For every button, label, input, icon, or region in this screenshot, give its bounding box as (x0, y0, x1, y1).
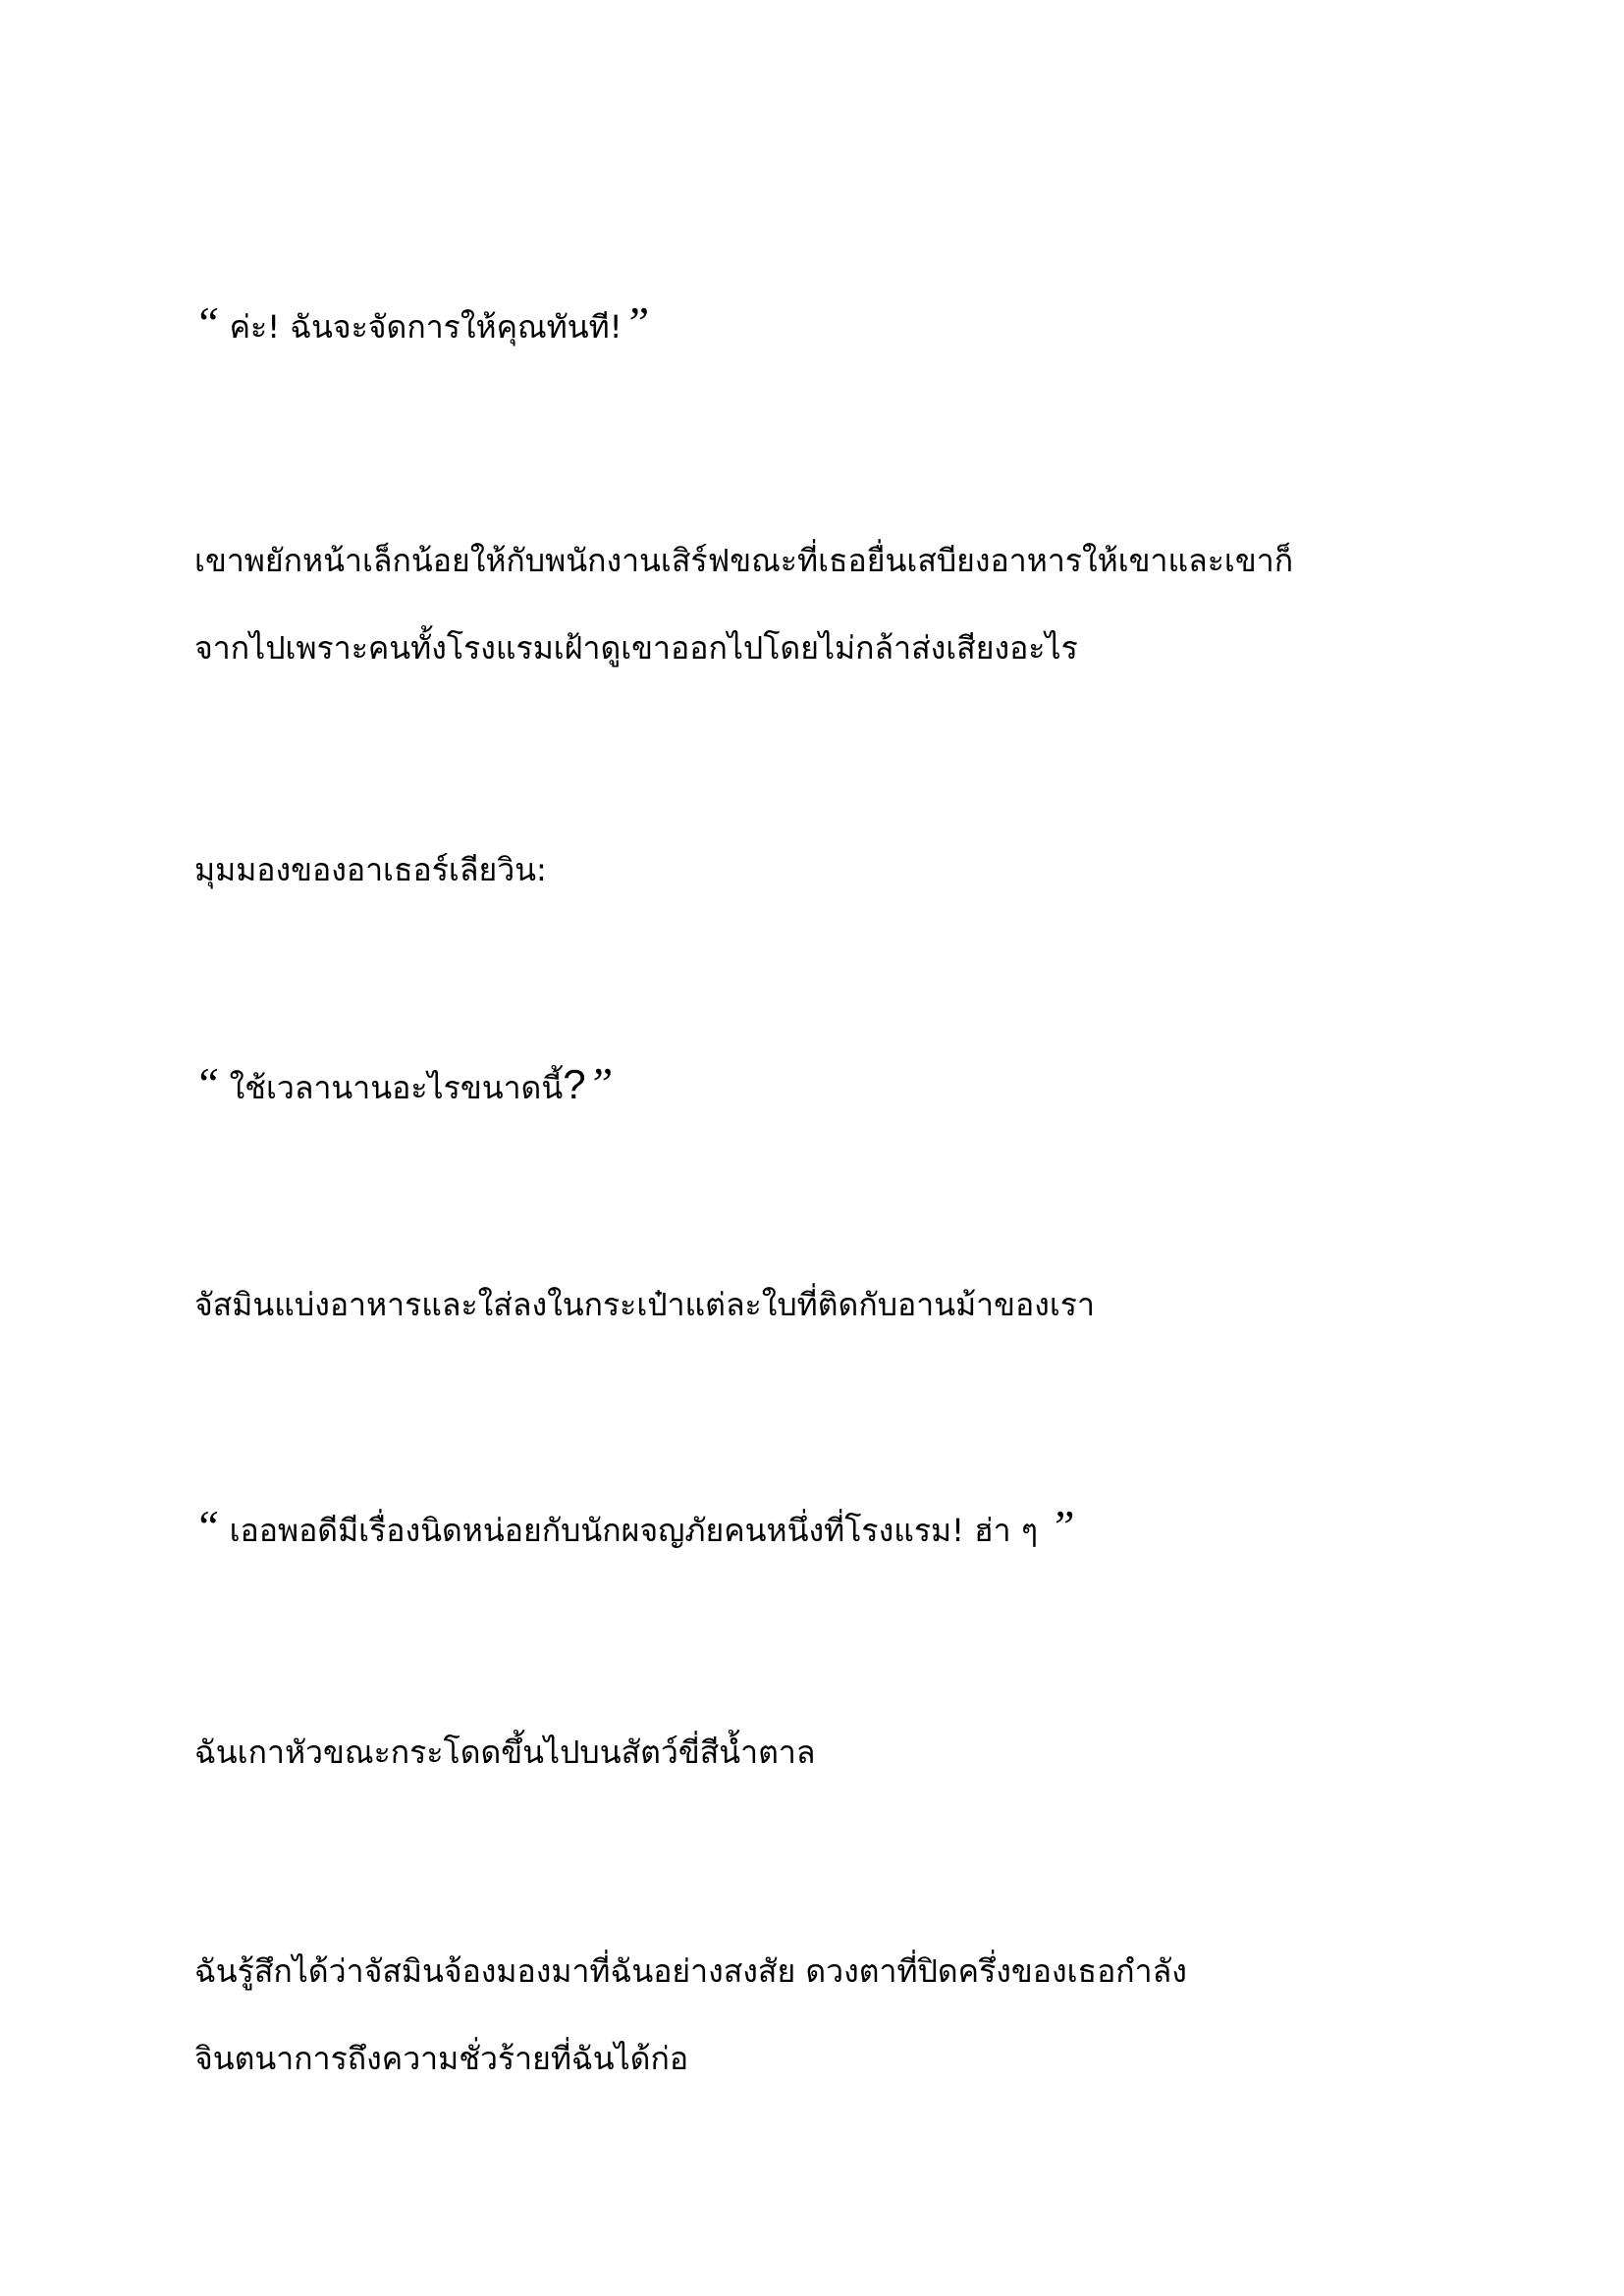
narration-line-4a (194, 1949, 1471, 1994)
paragraph-text: ฉันเกาหัวขณะกระโดดขึ้นไปบนสัตว์ขี่สีน้ำตาล (194, 1734, 816, 1771)
narration-line-2 (194, 1282, 1471, 1327)
narration-line-1b (194, 625, 1471, 670)
dialogue-text: ค่ะ! ฉันจะจัดการให้คุณทันที! (229, 308, 623, 346)
paragraph-text: จินตนาการถึงความชั่วร้ายที่ฉันได้ก่อ (194, 2040, 689, 2077)
close-quote: ” (587, 1058, 614, 1108)
open-quote: “ (194, 297, 220, 347)
narration-line-1a (194, 538, 1471, 583)
dialogue-text: ใช้เวลานานอะไรขนาดนี้ (229, 1069, 564, 1106)
pov-heading-text: มุมมองของอาเธอร์เลียวิน: (194, 851, 547, 888)
paragraph-text: เขาพยักหน้าเล็กน้อยให้กับพนักงานเสิร์ฟขณะที่เธอยื่นเสบียงอาหารให้เขาและเขาก็ (194, 542, 1294, 579)
dialogue-line-1 (194, 297, 1471, 349)
close-quote: ” (623, 297, 650, 347)
narration-line-3 (194, 1730, 1471, 1775)
close-quote: ” (1050, 1501, 1075, 1551)
dialogue-text: เออพอดีมีเรื่องนิดหน่อยกับนักผจญภัยคนหนึ่งที่โรงแรม! ฮ่า ๆ (229, 1512, 1038, 1549)
paragraph-text: ฉันรู้สึกได้ว่าจัสมินจ้องมองมาที่ฉันอย่างสงสัย ดวงตาที่ปิดครึ่งของเธอกำลัง (194, 1952, 1187, 1990)
narration-line-4b (194, 2036, 1471, 2081)
dialogue-line-2 (194, 1058, 1471, 1110)
paragraph-text: จากไปเพราะคนทั้งโรงแรมเฝ้าดูเขาออกไปโดยไม่กล้าส่งเสียงอะไร (194, 629, 1078, 667)
paragraph-text: จัสมินแบ่งอาหารและใส่ลงในกระเป๋าแต่ละใบที่ติดกับอานม้าของเรา (194, 1286, 1095, 1323)
pov-heading (194, 847, 1471, 892)
dialogue-line-3 (194, 1501, 1471, 1553)
open-quote: “ (194, 1501, 220, 1551)
question-mark: ? (563, 1061, 586, 1107)
open-quote: “ (194, 1058, 220, 1108)
